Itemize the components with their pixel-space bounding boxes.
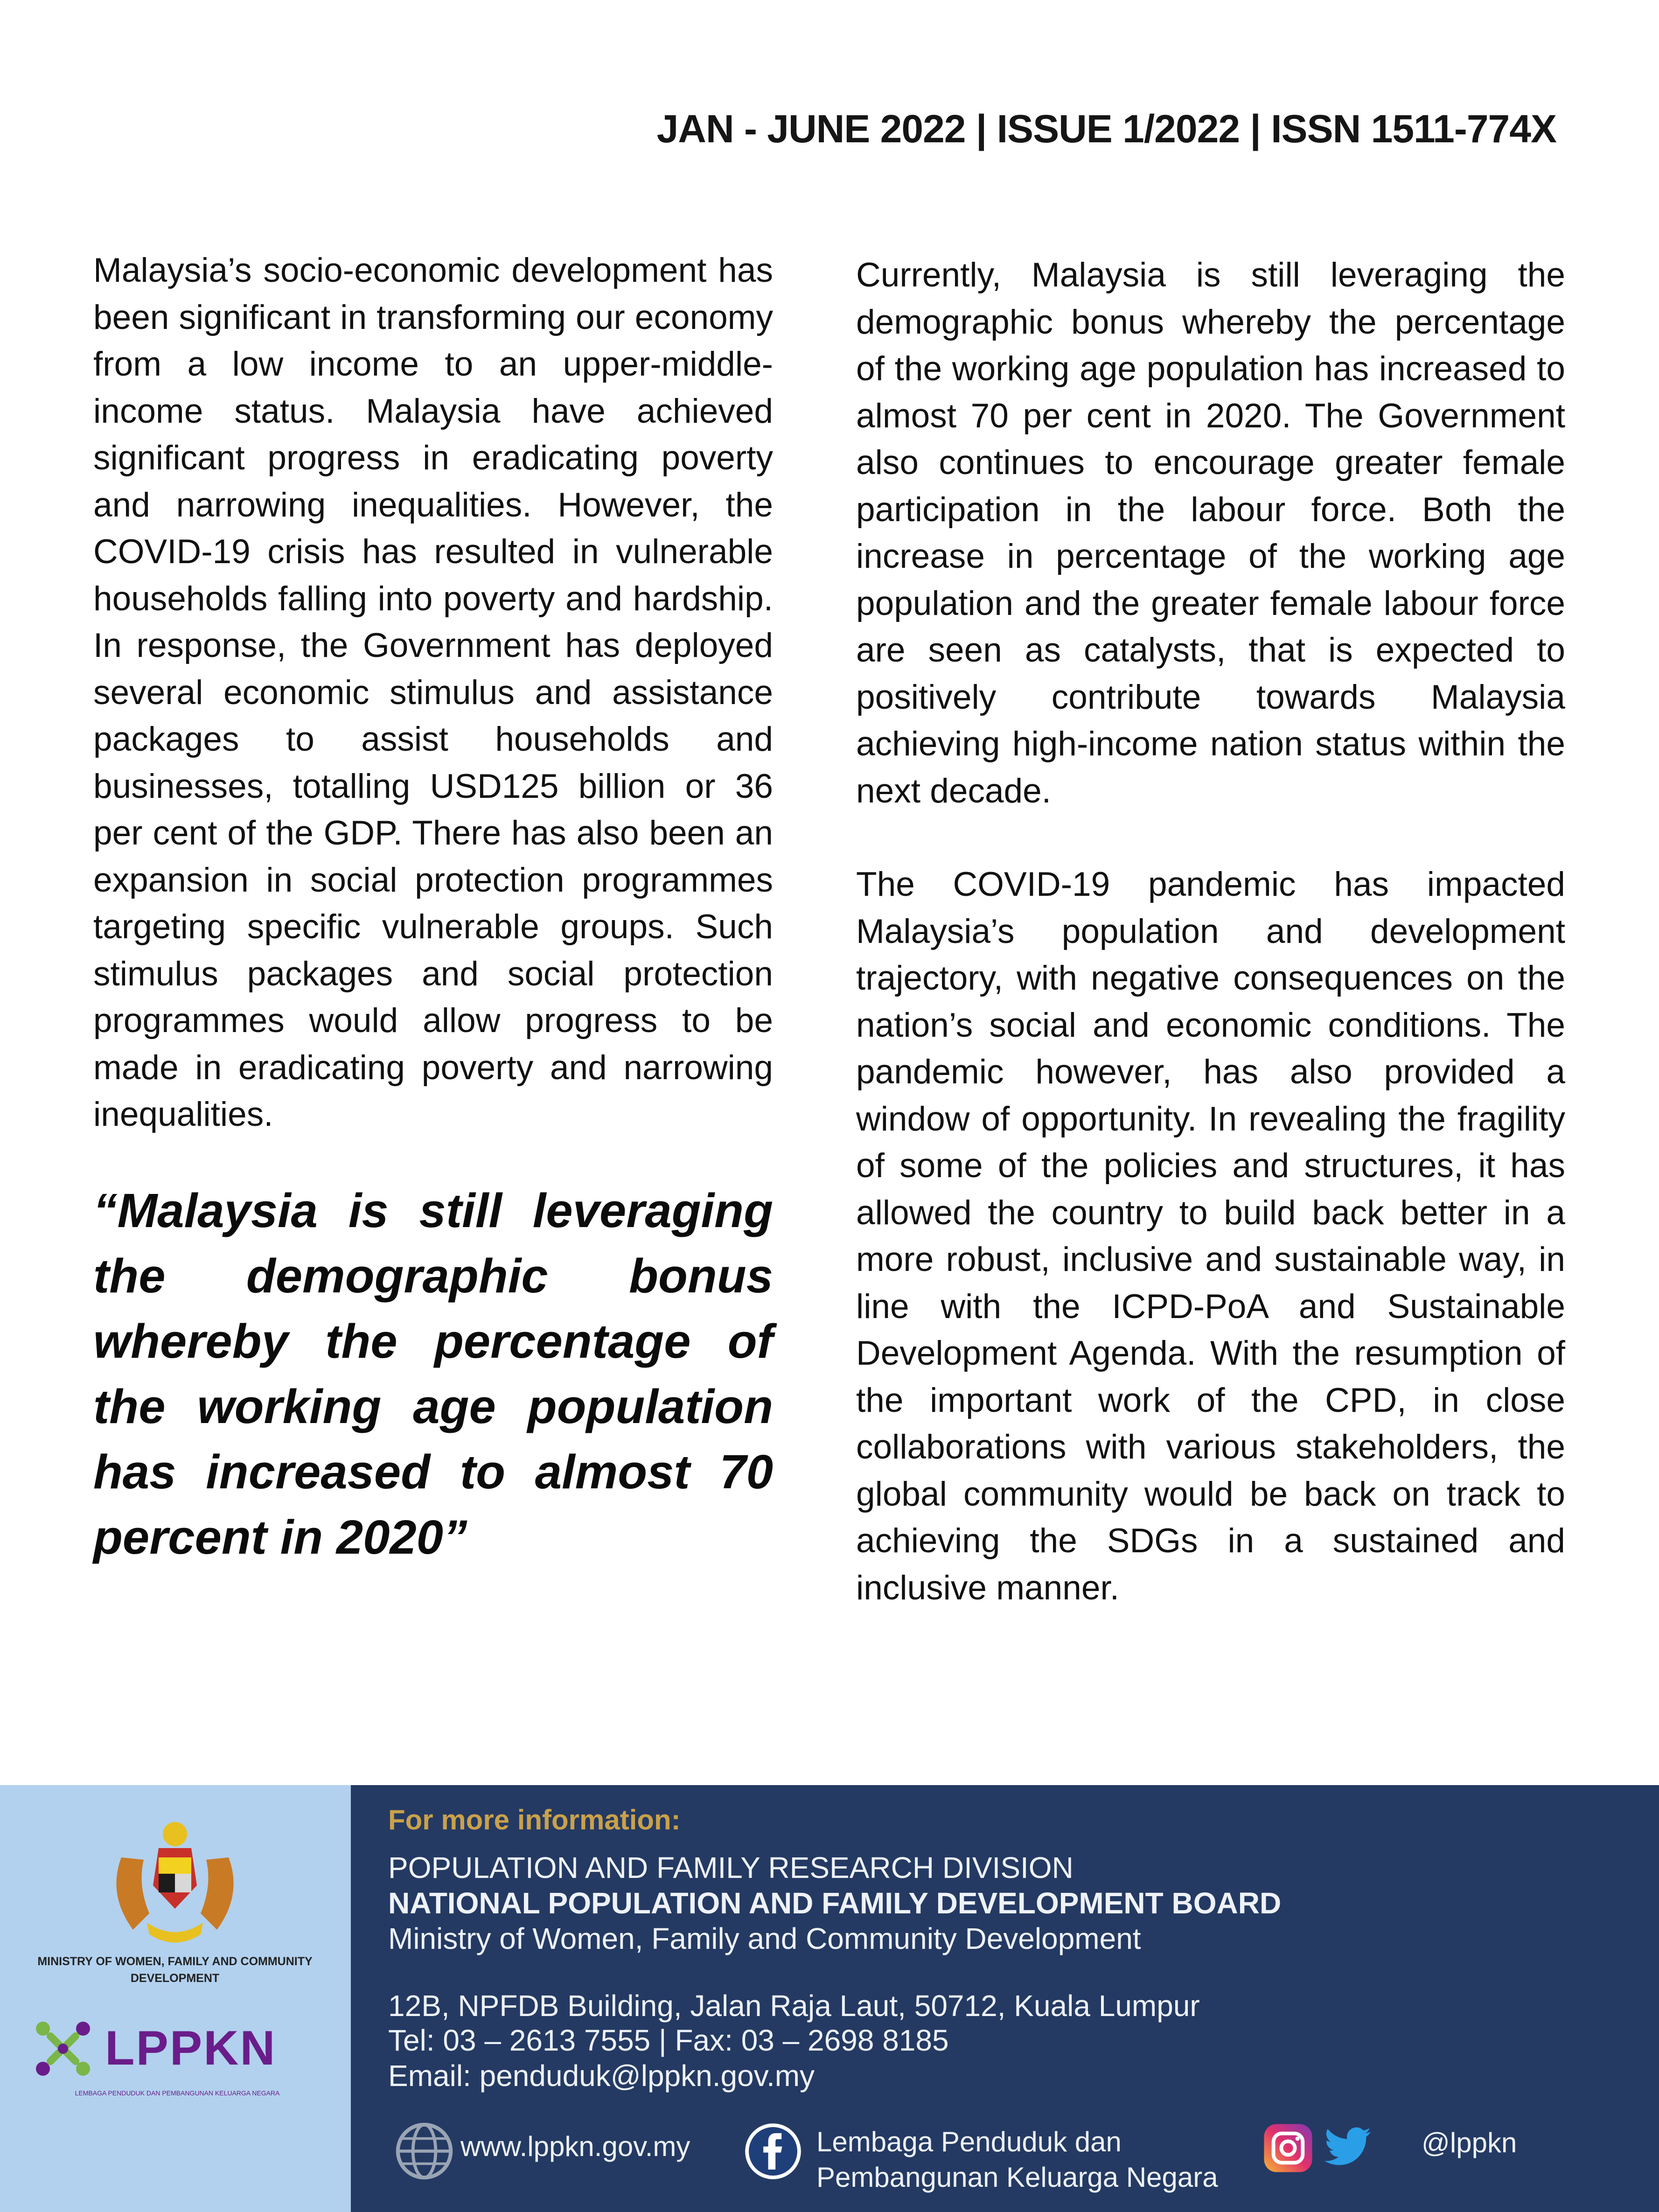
globe-icon bbox=[393, 2120, 456, 2183]
facebook-line-1[interactable]: Lembaga Penduduk dan bbox=[816, 2126, 1122, 2157]
malaysia-crest-icon bbox=[89, 1815, 261, 1969]
lppkn-logo: LPPKN bbox=[105, 2021, 277, 2075]
demographic-paragraph: Currently, Malaysia is still leveraging the demographic bonus whereby the percentage of the working age population has increased to almost 70 per cent in 2020. The Government also continues to encourage greater female participation in the labour force. Both the increase in percentage of the working age population and the greater female labour force are seen as catalysts, that is expected to positively contribute towards Malaysia achieving high-income nation status within the next decade. bbox=[856, 256, 1565, 810]
intro-paragraph: Malaysia’s socio-economic development has been significant in transforming our economy from a low income to an upper-middle-income status. Malaysia have achieved significant progress in eradicating poverty and narrowing inequalities. However, the COVID-19 crisis has resulted in vulnerable households falling into poverty and hardship. In response, the Government has deployed several economic stimulus and assistance packages to assist households and businesses, totalling USD125 billion or 36 per cent of the GDP. There has also been an expansion in social protection programmes targeting specific vulnerable groups. Such stimulus packages and social protection programmes would allow progress to be made in eradicating poverty and narrowing inequalities. bbox=[93, 251, 773, 1133]
twitter-icon[interactable] bbox=[1322, 2123, 1374, 2170]
lppkn-fullname: LEMBAGA PENDUDUK DAN PEMBANGUNAN KELUARGA NEGARA bbox=[75, 2089, 280, 2097]
email[interactable]: Email: penduduk@lppkn.gov.my bbox=[388, 2059, 815, 2093]
address: 12B, NPFDB Building, Jalan Raja Laut, 50712, Kuala Lumpur bbox=[388, 1989, 1200, 2023]
footer-logos-panel bbox=[0, 1785, 351, 2212]
issue-header: JAN - JUNE 2022 | ISSUE 1/2022 | ISSN 1511-774X bbox=[656, 107, 1556, 151]
contact-panel bbox=[351, 1785, 1659, 2212]
social-handle[interactable]: @lppkn bbox=[1422, 2127, 1517, 2158]
facebook-icon[interactable] bbox=[743, 2121, 803, 2182]
right-column bbox=[856, 252, 1565, 1612]
covid-paragraph: The COVID-19 pandemic has impacted Malaysia’s population and development trajectory, with negative consequences on the nation’s social and economic conditions. The pandemic however, has also provided a window of opportunity. In revealing the fragility of some of the policies and structures, it has allowed the country to build back better in a more robust, inclusive and sustainable way, in line with the ICPD-PoA and Sustainable Development Agenda. With the resumption of the important work of the CPD, in close collaborations with various stakeholders, the global community would be back on track to achieving the SDGs in a sustained and inclusive manner. bbox=[856, 865, 1565, 1607]
division-name: POPULATION AND FAMILY RESEARCH DIVISION bbox=[388, 1851, 1073, 1884]
phone-fax: Tel: 03 – 2613 7555 | Fax: 03 – 2698 8185 bbox=[388, 2024, 949, 2057]
ministry-name: Ministry of Women, Family and Community Development bbox=[388, 1922, 1141, 1955]
pull-quote: “Malaysia is still leveraging the demographic bonus whereby the percentage of the working age population has increased to almost 70 percent in 2020” bbox=[93, 1183, 773, 1564]
footer bbox=[0, 1785, 1659, 2212]
website-link[interactable]: www.lppkn.gov.my bbox=[460, 2131, 690, 2162]
lppkn-logo-icon bbox=[33, 2018, 93, 2079]
instagram-icon[interactable] bbox=[1262, 2122, 1314, 2174]
facebook-line-2[interactable]: Pembangunan Keluarga Negara bbox=[816, 2162, 1218, 2193]
left-column bbox=[93, 247, 773, 1570]
ministry-logo-text: MINISTRY OF WOMEN, FAMILY AND COMMUNITY DEVELOPMENT bbox=[37, 1955, 313, 1985]
more-info-label: For more information: bbox=[388, 1804, 681, 1835]
board-name: NATIONAL POPULATION AND FAMILY DEVELOPMENT BOARD bbox=[388, 1886, 1282, 1920]
